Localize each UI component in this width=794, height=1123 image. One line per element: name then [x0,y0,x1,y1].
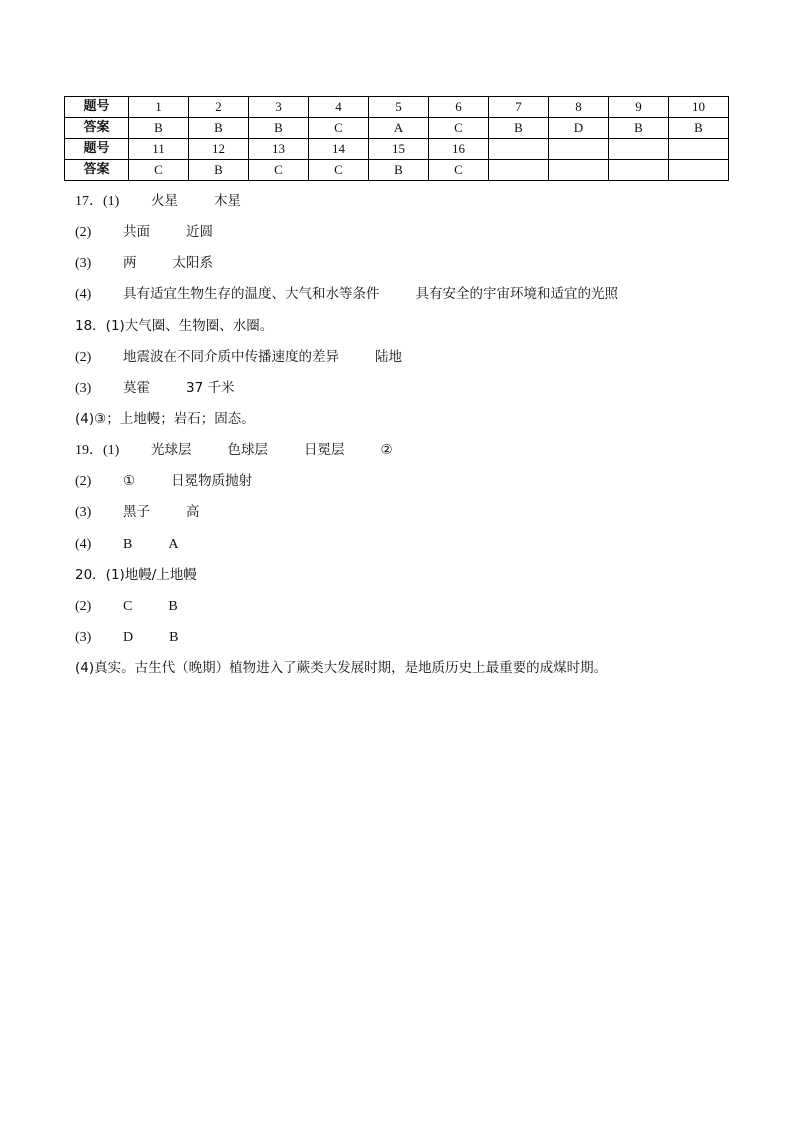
answer-text: 光球层 [151,442,192,459]
table-cell: C [429,118,489,139]
answer-text: 日冕层 [304,442,345,459]
q18-part4 [75,404,735,435]
q17-part4 [75,279,735,310]
table-cell: B [249,118,309,139]
table-cell: 1 [129,97,189,118]
table-row-question-numbers-1 [65,97,729,118]
answer-text: 具有安全的宇宙环境和适宜的光照 [415,286,618,303]
table-cell: D [549,118,609,139]
answer-text: A [168,536,179,552]
q18-part1 [75,311,735,342]
table-cell: B [369,160,429,181]
answer-text: 高 [186,504,200,521]
table-cell: B [489,118,549,139]
table-cell [549,139,609,160]
answer-text: B [123,536,133,552]
answer-text: (4)③；上地幔；岩石；固态。 [75,410,255,427]
table-cell: 7 [489,97,549,118]
q19-part2 [75,466,735,497]
table-row-answers-1 [65,118,729,139]
table-cell [549,160,609,181]
q17-part2 [75,217,735,248]
answer-text: 20．(1)地幔/上地幔 [75,566,197,583]
part-label: (2) [75,349,92,365]
q19-part4 [75,529,735,560]
q19-part3 [75,497,735,528]
q19-part1 [75,435,735,466]
answer-text: ① [123,473,136,490]
table-cell: B [609,118,669,139]
table-cell: 16 [429,139,489,160]
table-cell [669,139,729,160]
answer-text: 木星 [214,193,241,209]
table-cell: 9 [609,97,669,118]
part-label: (4) [75,287,92,303]
table-cell: C [249,160,309,181]
table-cell: 12 [189,139,249,160]
table-cell [669,160,729,181]
part-label: (3) [75,629,92,645]
table-cell: C [429,160,489,181]
row-label-answer: 答案 [65,118,129,139]
answer-text: 火星 [151,193,178,209]
answer-text: 陆地 [375,348,402,365]
part-label: (2) [75,225,92,241]
table-row-question-numbers-2 [65,139,729,160]
table-cell: 13 [249,139,309,160]
table-cell: B [189,118,249,139]
table-cell: C [129,160,189,181]
answer-text: 具有适宜生物生存的温度、大气和水等条件 [123,286,380,303]
q18-part2 [75,342,735,373]
answer-explanations [75,186,735,684]
answer-text: D [123,629,134,645]
row-label-question: 题号 [65,139,129,160]
q20-part4 [75,653,735,684]
table-cell: C [309,118,369,139]
q17-label: 17．(1) [75,194,120,209]
part-label: (3) [75,256,92,272]
answer-text: (4)真实。古生代（晚期）植物进入了蕨类大发展时期，是地质历史上最重要的成煤时期。 [75,660,608,677]
table-cell: 10 [669,97,729,118]
table-cell [609,139,669,160]
table-cell: 14 [309,139,369,160]
row-label-answer: 答案 [65,160,129,181]
part-label: (3) [75,380,92,396]
table-cell: B [669,118,729,139]
table-cell [489,139,549,160]
table-cell [489,160,549,181]
table-cell: 4 [309,97,369,118]
table-cell: 8 [549,97,609,118]
answer-text: 近圆 [186,224,213,241]
answer-text: C [123,598,133,614]
table-cell: 11 [129,139,189,160]
answer-text: 太阳系 [172,255,213,272]
answer-text: B [168,598,178,614]
table-row-answers-2 [65,160,729,181]
answer-text: 地震波在不同介质中传播速度的差异 [123,348,339,365]
table-cell: C [309,160,369,181]
answer-text: 37 千米 [186,379,235,396]
q19-label: 19．(1) [75,443,120,459]
table-cell: 15 [369,139,429,160]
part-label: (2) [75,598,92,614]
answer-text: 共面 [123,224,150,241]
answer-text: 黑子 [123,504,150,521]
q17-part1 [75,186,735,217]
table-cell: 3 [249,97,309,118]
answer-text: 18．(1)大气圈、生物圈、水圈。 [75,317,274,334]
part-label: (2) [75,474,92,490]
q20-part1 [75,560,735,591]
answer-text: 日冕物质抛射 [171,473,253,490]
answer-table [64,96,729,181]
answer-text: 色球层 [227,442,268,459]
q17-part3 [75,248,735,279]
row-label-question: 题号 [65,97,129,118]
table-cell: 2 [189,97,249,118]
table-cell: B [189,160,249,181]
part-label: (3) [75,505,92,521]
table-cell: B [129,118,189,139]
table-cell: 5 [369,97,429,118]
answer-text: ② [380,442,393,459]
table-cell [609,160,669,181]
q20-part2 [75,591,735,622]
answer-text: 两 [123,255,137,272]
answer-text: 莫霍 [123,379,150,396]
q18-part3 [75,373,735,404]
q20-part3 [75,622,735,653]
table-cell: A [369,118,429,139]
part-label: (4) [75,536,92,552]
answer-text: B [169,629,179,645]
table-cell: 6 [429,97,489,118]
